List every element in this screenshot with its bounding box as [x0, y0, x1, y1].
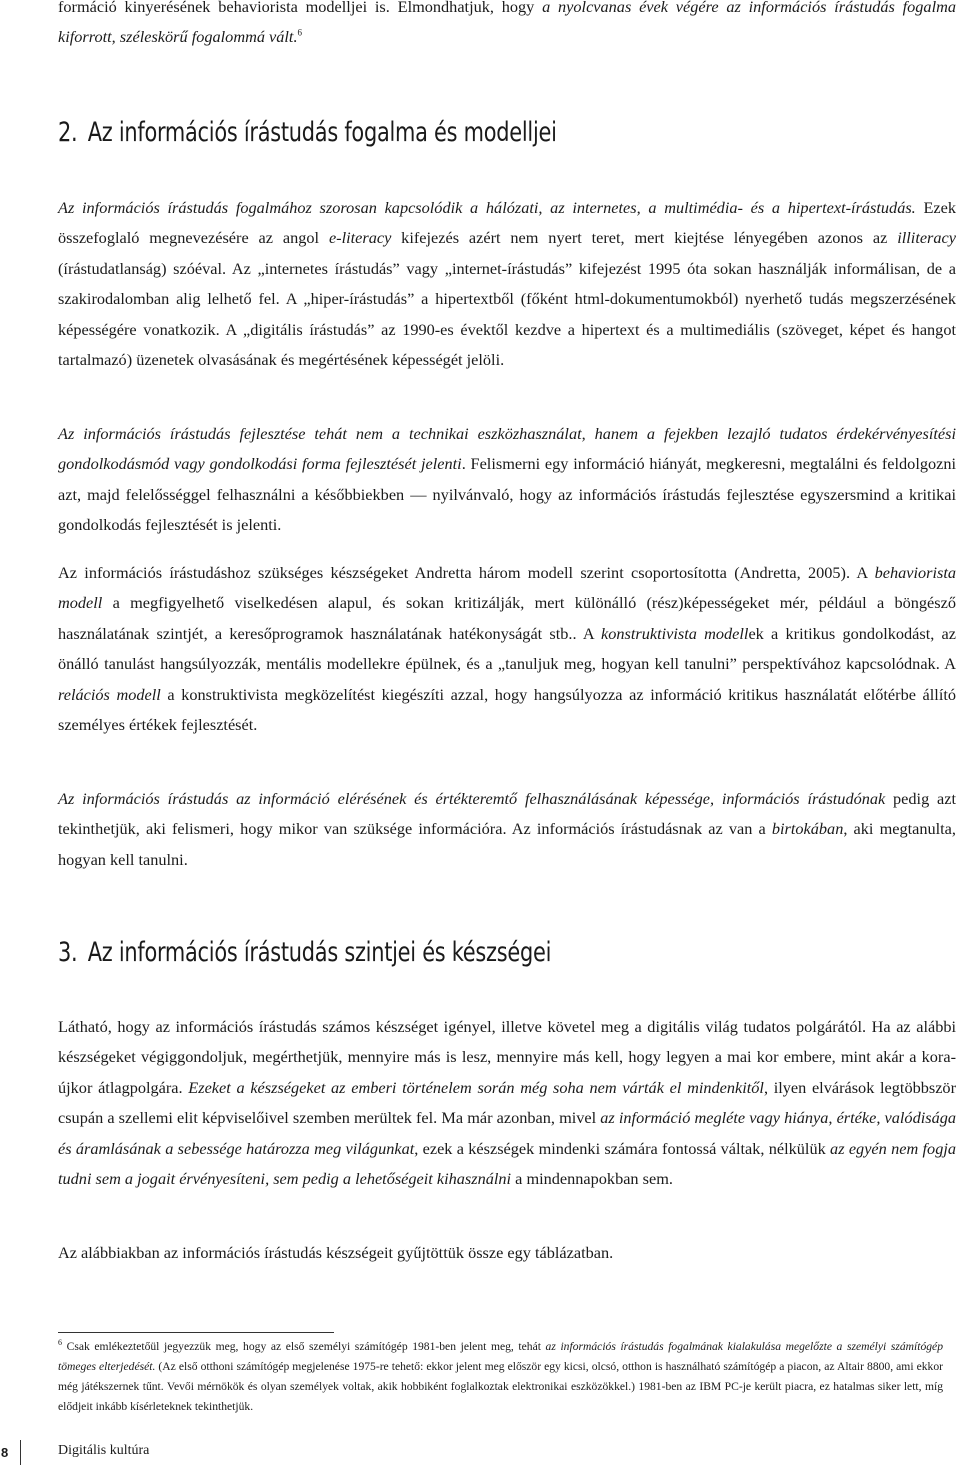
running-head: Digitális kultúra [58, 1443, 150, 1458]
section-title: Az információs írástudás szintjei és készségei [87, 937, 552, 968]
text: Ezek összefoglaló megnevezésére az angol [58, 198, 957, 248]
italic-text: az egyén nem fogja tudni sem a jogait érvényesíteni, sem pedig a lehetőségeit kihasználni [58, 1138, 956, 1189]
italic-text: behaviorista modell [58, 563, 956, 613]
paragraph-2 [58, 419, 956, 541]
section-number: 2. [58, 117, 78, 148]
footnote-number: 6 [58, 1338, 62, 1348]
italic-text: birtokában [771, 819, 844, 839]
section-title: Az információs írástudás fogalma és modelljei [87, 117, 557, 148]
italic-text: e-literacy [328, 228, 392, 248]
italic-text: Az információs írástudás fejlesztése tehát nem a technikai eszközhasználat, hanem a fejekben lezajló tudatos érdekérvényesítési gondolkodásmód vagy gondolkodási forma fejlesztését jelenti [58, 424, 956, 474]
italic-text: Ezeket a készségeket az emberi történelem során még soha nem várták el mindenkitől [188, 1077, 764, 1097]
text: Látható, hogy az információs írástudás számos készséget igényel, illetve követel meg a digitális világ tudatos polgárától. Ha az alábbi készségeket végiggondoljuk, megérthetjük, mennyire más is lesz, mennyire más kell, hogy legyen a mai kor embere, mint akár a kora-újkor átlagpolgára. [58, 1017, 956, 1097]
footnote-rule [58, 1332, 334, 1333]
section-number: 3. [58, 937, 78, 968]
paragraph-1 [58, 193, 956, 375]
text: Csak emlékeztetőül jegyezzük meg, hogy az első személyi számítógép 1981-ben jelent meg, tehát [62, 1340, 546, 1353]
italic-text: az információ megléte vagy hiánya, értéke, valódisága és áramlásának a sebessége határozza meg világunkat [58, 1108, 956, 1158]
italic-text: Az információs írástudás fogalmához szorosan kapcsolódik a hálózati, az internetes, a multimédia- és a hipertext-írástudás. [58, 198, 916, 217]
text: formáció kinyerésének behaviorista modelljei is. Elmondhatjuk, hogy [58, 0, 543, 16]
text: , ilyen elvárások legtöbbször csupán a szellemi elit képviselőivel szemben merültek fel. Ma már azonban, mivel [58, 1077, 956, 1128]
italic-text: illiteracy [897, 228, 956, 248]
text: pedig azt tekinthetjük, aki felismeri, hogy mikor van szüksége információra. Az információs írástudásnak az van a [58, 789, 956, 839]
page-number: 8 [0, 1440, 21, 1465]
footnote-ref[interactable]: 6 [297, 27, 303, 38]
text: a mindennapokban sem. [511, 1169, 673, 1189]
text: Az információs írástudáshoz szükséges készségeket Andretta három modell szerint csoportosította (Andretta, 2005). A [58, 563, 875, 582]
italic-text: a nyolcvanas évek végére az információs írástudás fogalma kiforrott, széleskörű fogalommá vált. [58, 0, 956, 47]
paragraph-4 [58, 784, 956, 875]
text: . Felismerni egy információ hiányát, megkeresni, megtalálni és feldolgozni azt, majd felelősséggel felhasználni a későbbiekben — nyilvánvaló, hogy az információs írástudás fejlesztése egyszersmind a kritikai gondolkodás fejlesztését is jelenti. [58, 454, 957, 535]
paragraph-5 [58, 1012, 956, 1194]
section-2-heading [58, 117, 830, 148]
section-3-heading [58, 937, 830, 968]
text: , aki megtanulta, hogyan kell tanulni. [58, 819, 956, 869]
text: , ezek a készségek mindenki számára fontossá váltak, nélkülük [414, 1138, 831, 1158]
italic-text: az információs írástudás fogalmának kialakulása megelőzte a személyi számítógép tömeges elterjedését. [58, 1340, 943, 1373]
text: Az alábbiakban az információs írástudás készségeit gyűjtöttük össze egy táblázatban. [58, 1243, 614, 1262]
paragraph-6 [58, 1238, 956, 1268]
italic-text: Az információs írástudás az információ elérésének és értékteremtő felhasználásának képessége, információs írástudónak [58, 789, 886, 808]
text: a konstruktivista megközelítést kiegészíti azzal, hogy hangsúlyozza az információ kritikus használatát előtérbe állító személyes értékek fejlesztését. [58, 684, 957, 735]
italic-text: konstruktivista modell [601, 623, 749, 643]
footnote [58, 1337, 943, 1417]
text: ek a kritikus gondolkodást, az önálló tanulást hangsúlyozzák, mentális modellekre épülnek, és a „tanuljuk meg, hogyan kell tanulni” perspektívához kapcsolódnak. A [58, 623, 956, 674]
text: (Az első otthoni számítógép megjelenése 1975-re tehető: ekkor jelent meg először egy kicsi, olcsó, otthon is használható számítógép a piacon, az Altair 8800, ami ekkor még játékszernek tűnt. Vevői mérnökök és olyan személyek voltak, akik hobbiként foglalkoztak elektronikai eszközökkel.) 1981-ben az IBM PC-je került piacra, ez hatalmas siker lett, míg elődjeit inkább kísérleteknek tekinthetjük. [58, 1360, 943, 1413]
text: a megfigyelhető viselkedésen alapul, és sokan kritizálják, mert különálló (rész)képességeket mér, például a böngésző használatának szintjét, a keresőprogramok használatának hatékonyságát stb.. A [58, 593, 956, 643]
italic-text: relációs modell [58, 684, 161, 704]
text: (írástudatlanság) szóéval. Az „internetes írástudás” vagy „internet-írástudás” kifejezést 1995 óta sokan használják informálisan, de a szakirodalomban alig lelhető fel. A „hiper-írástudás” a hipertextből (főként html-dokumentumokból) nyerhető tudás megszerzésének képességére vonatkozik. A „digitális írástudás” az 1990-es évektől kezdve a hipertext és a multimediális (szöveget, képet és hangot tartalmazó) üzenetek olvasásának és megértésének képességét jelöli. [58, 258, 956, 370]
paragraph-3 [58, 558, 956, 740]
top-paragraph [58, 0, 956, 53]
text: kifejezés azért nem nyert teret, mert kiejtése lényegében azonos az [391, 228, 898, 248]
